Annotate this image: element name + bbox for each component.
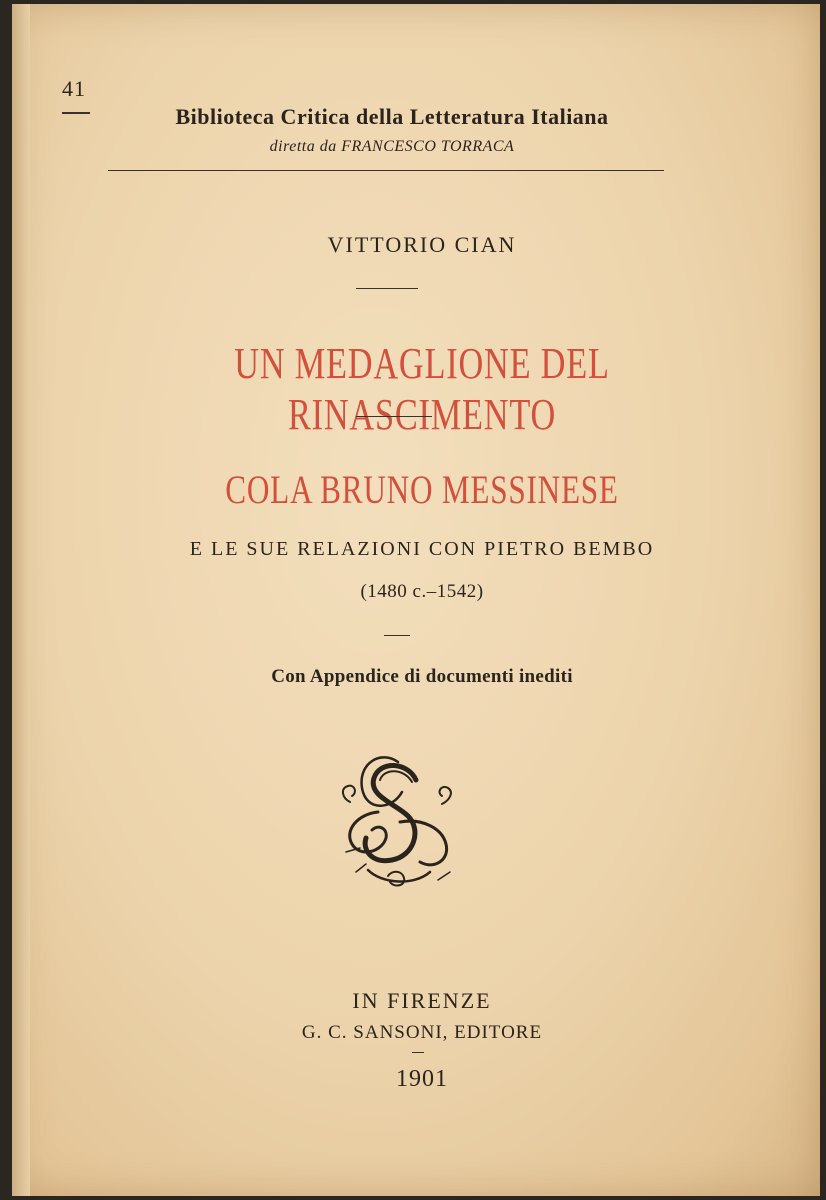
cover-spine-edge: [12, 4, 30, 1196]
publisher-name: G. C. SANSONI, EDITORE: [301, 1022, 543, 1043]
publisher-monogram-icon: [338, 752, 458, 892]
series-title: Biblioteca Critica della Letteratura Italiana: [175, 104, 609, 129]
divider-short: [356, 416, 432, 417]
book-cover: [12, 4, 820, 1196]
title-main: UN MEDAGLIONE DEL RINASCIMENTO: [234, 339, 610, 439]
title-sub: COLA BRUNO MESSINESE: [225, 467, 619, 512]
subtitle: E LE SUE RELAZIONI CON PIETRO BEMBO: [189, 538, 655, 560]
date-range: (1480 c.–1542): [360, 581, 484, 602]
series-number: 41: [62, 76, 86, 101]
divider-short: [384, 635, 410, 636]
publication-year: 1901: [396, 1066, 448, 1092]
header-divider: [108, 170, 664, 171]
publication-place: IN FIRENZE: [352, 988, 492, 1013]
author-name: VITTORIO CIAN: [327, 232, 517, 257]
divider-short: [356, 288, 418, 289]
series-number-rule: [62, 112, 90, 114]
series-editor: diretta da FRANCESCO TORRACA: [269, 138, 515, 155]
divider-short: [412, 1052, 424, 1053]
appendix-note: Con Appendice di documenti inediti: [271, 666, 573, 687]
